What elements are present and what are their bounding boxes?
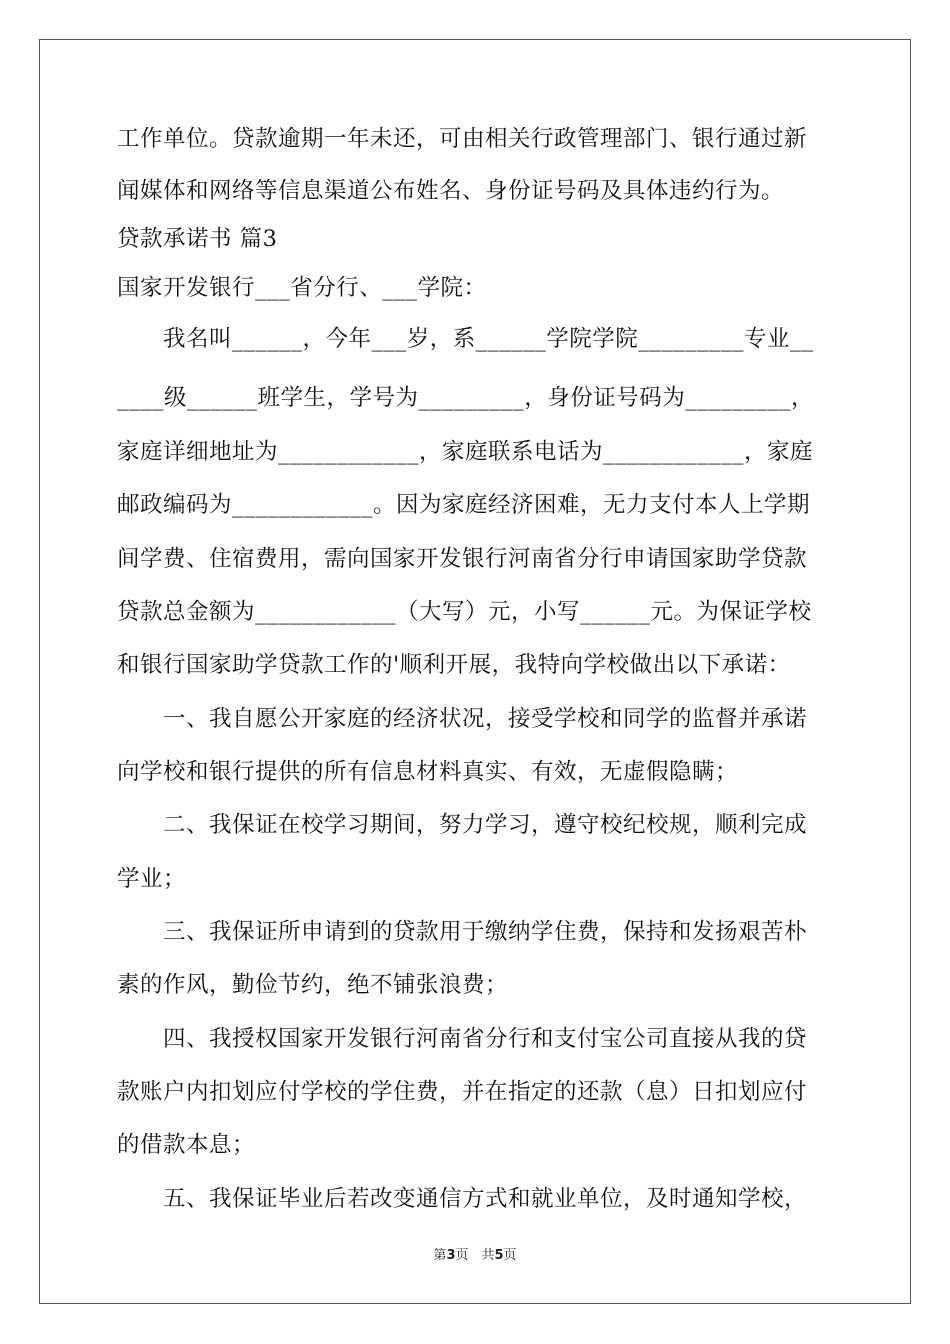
salutation: 国家开发银行___省分行、___学院： <box>117 275 487 301</box>
text-line: 款账户内扣划应付学校的学住费，并在指定的还款（息）日扣划应付 <box>117 1079 808 1105</box>
text-line: ____级______班学生，学号为_________，身份证号码为_________， <box>117 385 815 411</box>
footer-suffix: 页 <box>503 1248 517 1263</box>
text-line: 闻媒体和网络等信息渠道公布姓名、身份证号码及具体违约行为。 <box>117 178 785 204</box>
text-line: 贷款总金额为____________（大写）元，小写______元。为保证学校 <box>117 599 812 625</box>
text-line: 我名叫______，今年___岁，系______学院学院_________专业__ <box>117 326 814 352</box>
text-line: 间学费、住宿费用，需向国家开发银行河南省分行申请国家助学贷款 <box>117 546 808 572</box>
page-footer <box>0 1244 950 1263</box>
text-line: 家庭详细地址为____________，家庭联系电话为____________，家庭 <box>117 439 814 465</box>
text-line: 一、我自愿公开家庭的经济状况，接受学校和同学的监督并承诺 <box>117 706 808 732</box>
text-line: 向学校和银行提供的所有信息材料真实、有效，无虚假隐瞒； <box>117 759 739 785</box>
section-heading: 贷款承诺书 篇3 <box>117 226 278 252</box>
text-line: 学业； <box>117 866 187 892</box>
footer-prefix: 第 <box>433 1248 447 1263</box>
text-line: 邮政编码为____________。因为家庭经济困难，无力支付本人上学期 <box>117 492 811 518</box>
text-line: 和银行国家助学贷款工作的'顺利开展，我特向学校做出以下承诺： <box>117 652 791 678</box>
text-line: 三、我保证所申请到的贷款用于缴纳学住费，保持和发扬艰苦朴 <box>117 919 808 945</box>
text-line: 工作单位。贷款逾期一年未还，可由相关行政管理部门、银行通过新 <box>117 126 808 152</box>
current-page-number: 3 <box>446 1248 456 1263</box>
text-line: 素的作风，勤俭节约，绝不铺张浪费； <box>117 972 509 998</box>
text-line: 的借款本息； <box>117 1132 256 1158</box>
text-line: 四、我授权国家开发银行河南省分行和支付宝公司直接从我的贷 <box>117 1026 808 1052</box>
total-page-number: 5 <box>494 1248 504 1263</box>
footer-mid: 页 共 <box>455 1248 495 1263</box>
text-line: 二、我保证在校学习期间，努力学习，遵守校纪校规，顺利完成 <box>117 812 808 838</box>
text-line: 五、我保证毕业后若改变通信方式和就业单位，及时通知学校， <box>117 1186 808 1212</box>
